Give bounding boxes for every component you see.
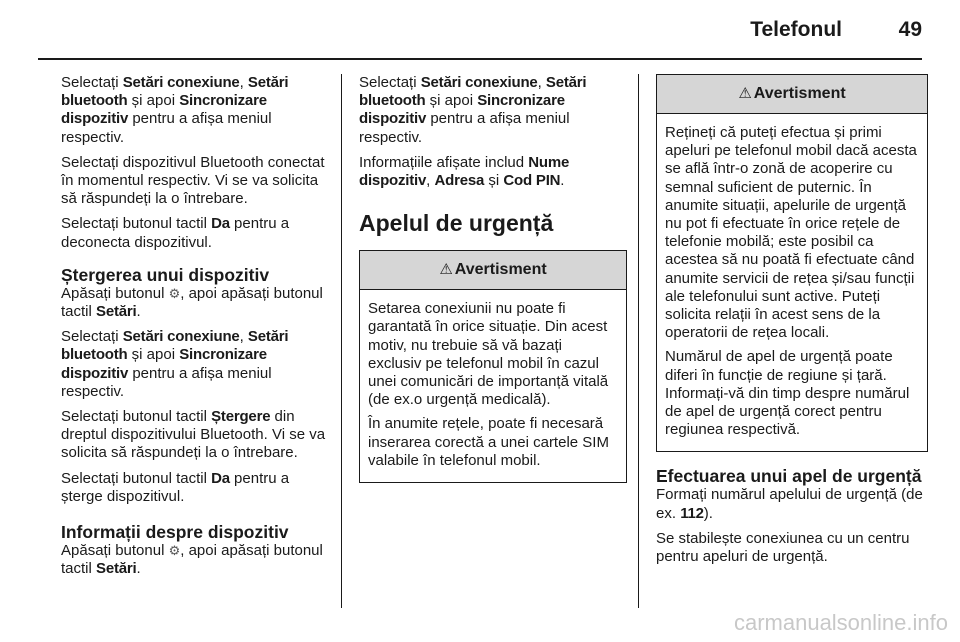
chapter-title: Telefonul bbox=[750, 18, 842, 41]
column-2 bbox=[359, 74, 627, 483]
section-heading-info: Informații despre dispozitiv bbox=[61, 522, 289, 543]
column-1 bbox=[61, 74, 329, 585]
warning-text: Numărul de apel de urgență poate diferi în funcție de regiune și țară. Informați-vă din timp despre numărul de apel de urgență corect pentru regiunea respectivă. bbox=[665, 348, 910, 439]
warning-header bbox=[657, 75, 927, 114]
warning-text: Rețineți că puteți efectua și primi apeluri pe telefonul mobil dacă acesta se află într-o zonă de acoperire cu semnal suficient de puternic. În anumite situații, apelurile de urgență nu pot fi efectuate în orice rețele de telefonie mobilă; este posibil ca acestea să nu poată fi efectuate când anumite servicii de rețea și/sau funcții ale telefonului sunt active. Puteți solicita relații în acest sens de la operatorii de rețea locali. bbox=[665, 124, 917, 342]
warning-box bbox=[359, 250, 627, 483]
paragraph: Apăsați butonul ⚙, apoi apăsați butonul tactil Setări. bbox=[61, 284, 323, 321]
paragraph: Se stabilește conexiunea cu un centru pentru apeluri de urgență. bbox=[656, 529, 910, 566]
header-rule bbox=[38, 58, 922, 60]
column-divider-1 bbox=[341, 74, 342, 608]
settings-gear-icon: ⚙ bbox=[168, 285, 181, 301]
paragraph: Informațiile afișate includ Nume dispozitiv, Adresa și Cod PIN. bbox=[359, 153, 570, 190]
warning-text: Setarea conexiunii nu poate fi garantată în orice situație. Din acest motiv, nu trebuie să vă bazați exclusiv pe telefonul mobil în cazul unei comunicări de importanță vitală (de ex.o urgență medicală). bbox=[368, 300, 609, 409]
warning-triangle-icon: ⚠ bbox=[439, 261, 453, 279]
paragraph: Selectați butonul tactil Da pentru a șterge dispozitivul. bbox=[61, 469, 290, 505]
warning-box bbox=[656, 74, 928, 452]
paragraph: Selectați butonul tactil Da pentru a deconecta dispozitivul. bbox=[61, 215, 290, 251]
warning-body bbox=[657, 114, 927, 451]
paragraph: Selectați Setări conexiune, Setări bluetooth și apoi Sincronizare dispozitiv pentru a afișa meniul respectiv. bbox=[61, 328, 289, 400]
paragraph: Selectați Setări conexiune, Setări bluetooth și apoi Sincronizare dispozitiv pentru a afișa meniul respectiv. bbox=[61, 74, 289, 146]
paragraph: Apăsați butonul ⚙, apoi apăsați butonul tactil Setări. bbox=[61, 542, 323, 578]
warning-title: Avertisment bbox=[753, 84, 846, 102]
warning-triangle-icon: ⚠ bbox=[738, 84, 752, 102]
paragraph: Formați numărul apelului de urgență (de ex. 112). bbox=[656, 486, 923, 522]
paragraph: Selectați dispozitivul Bluetooth conectat în momentul respectiv. Vi se va solicita să răspundeți la o întrebare. bbox=[61, 153, 325, 208]
settings-gear-icon: ⚙ bbox=[168, 543, 181, 559]
section-heading-make-call: Efectuarea unui apel de urgență bbox=[656, 466, 922, 487]
page-number: 49 bbox=[898, 18, 922, 41]
warning-text: În anumite rețele, poate fi necesară inserarea corectă a unei cartele SIM valabile în telefonul mobil. bbox=[368, 415, 609, 469]
warning-title: Avertisment bbox=[454, 261, 547, 279]
warning-header bbox=[360, 251, 626, 290]
warning-body bbox=[360, 290, 626, 482]
section-heading-emergency: Apelul de urgență bbox=[359, 210, 554, 237]
watermark: carmanualsonline.info bbox=[733, 610, 948, 635]
column-divider-2 bbox=[638, 74, 639, 608]
section-heading-delete: Ștergerea unui dispozitiv bbox=[61, 264, 270, 285]
paragraph: Selectați butonul tactil Ștergere din dreptul dispozitivului Bluetooth. Vi se va solicita să răspundeți la o întrebare. bbox=[61, 408, 326, 462]
paragraph: Selectați Setări conexiune, Setări bluetooth și apoi Sincronizare dispozitiv pentru a afișa meniul respectiv. bbox=[359, 74, 587, 146]
column-3 bbox=[656, 74, 928, 573]
page-header bbox=[0, 0, 960, 56]
